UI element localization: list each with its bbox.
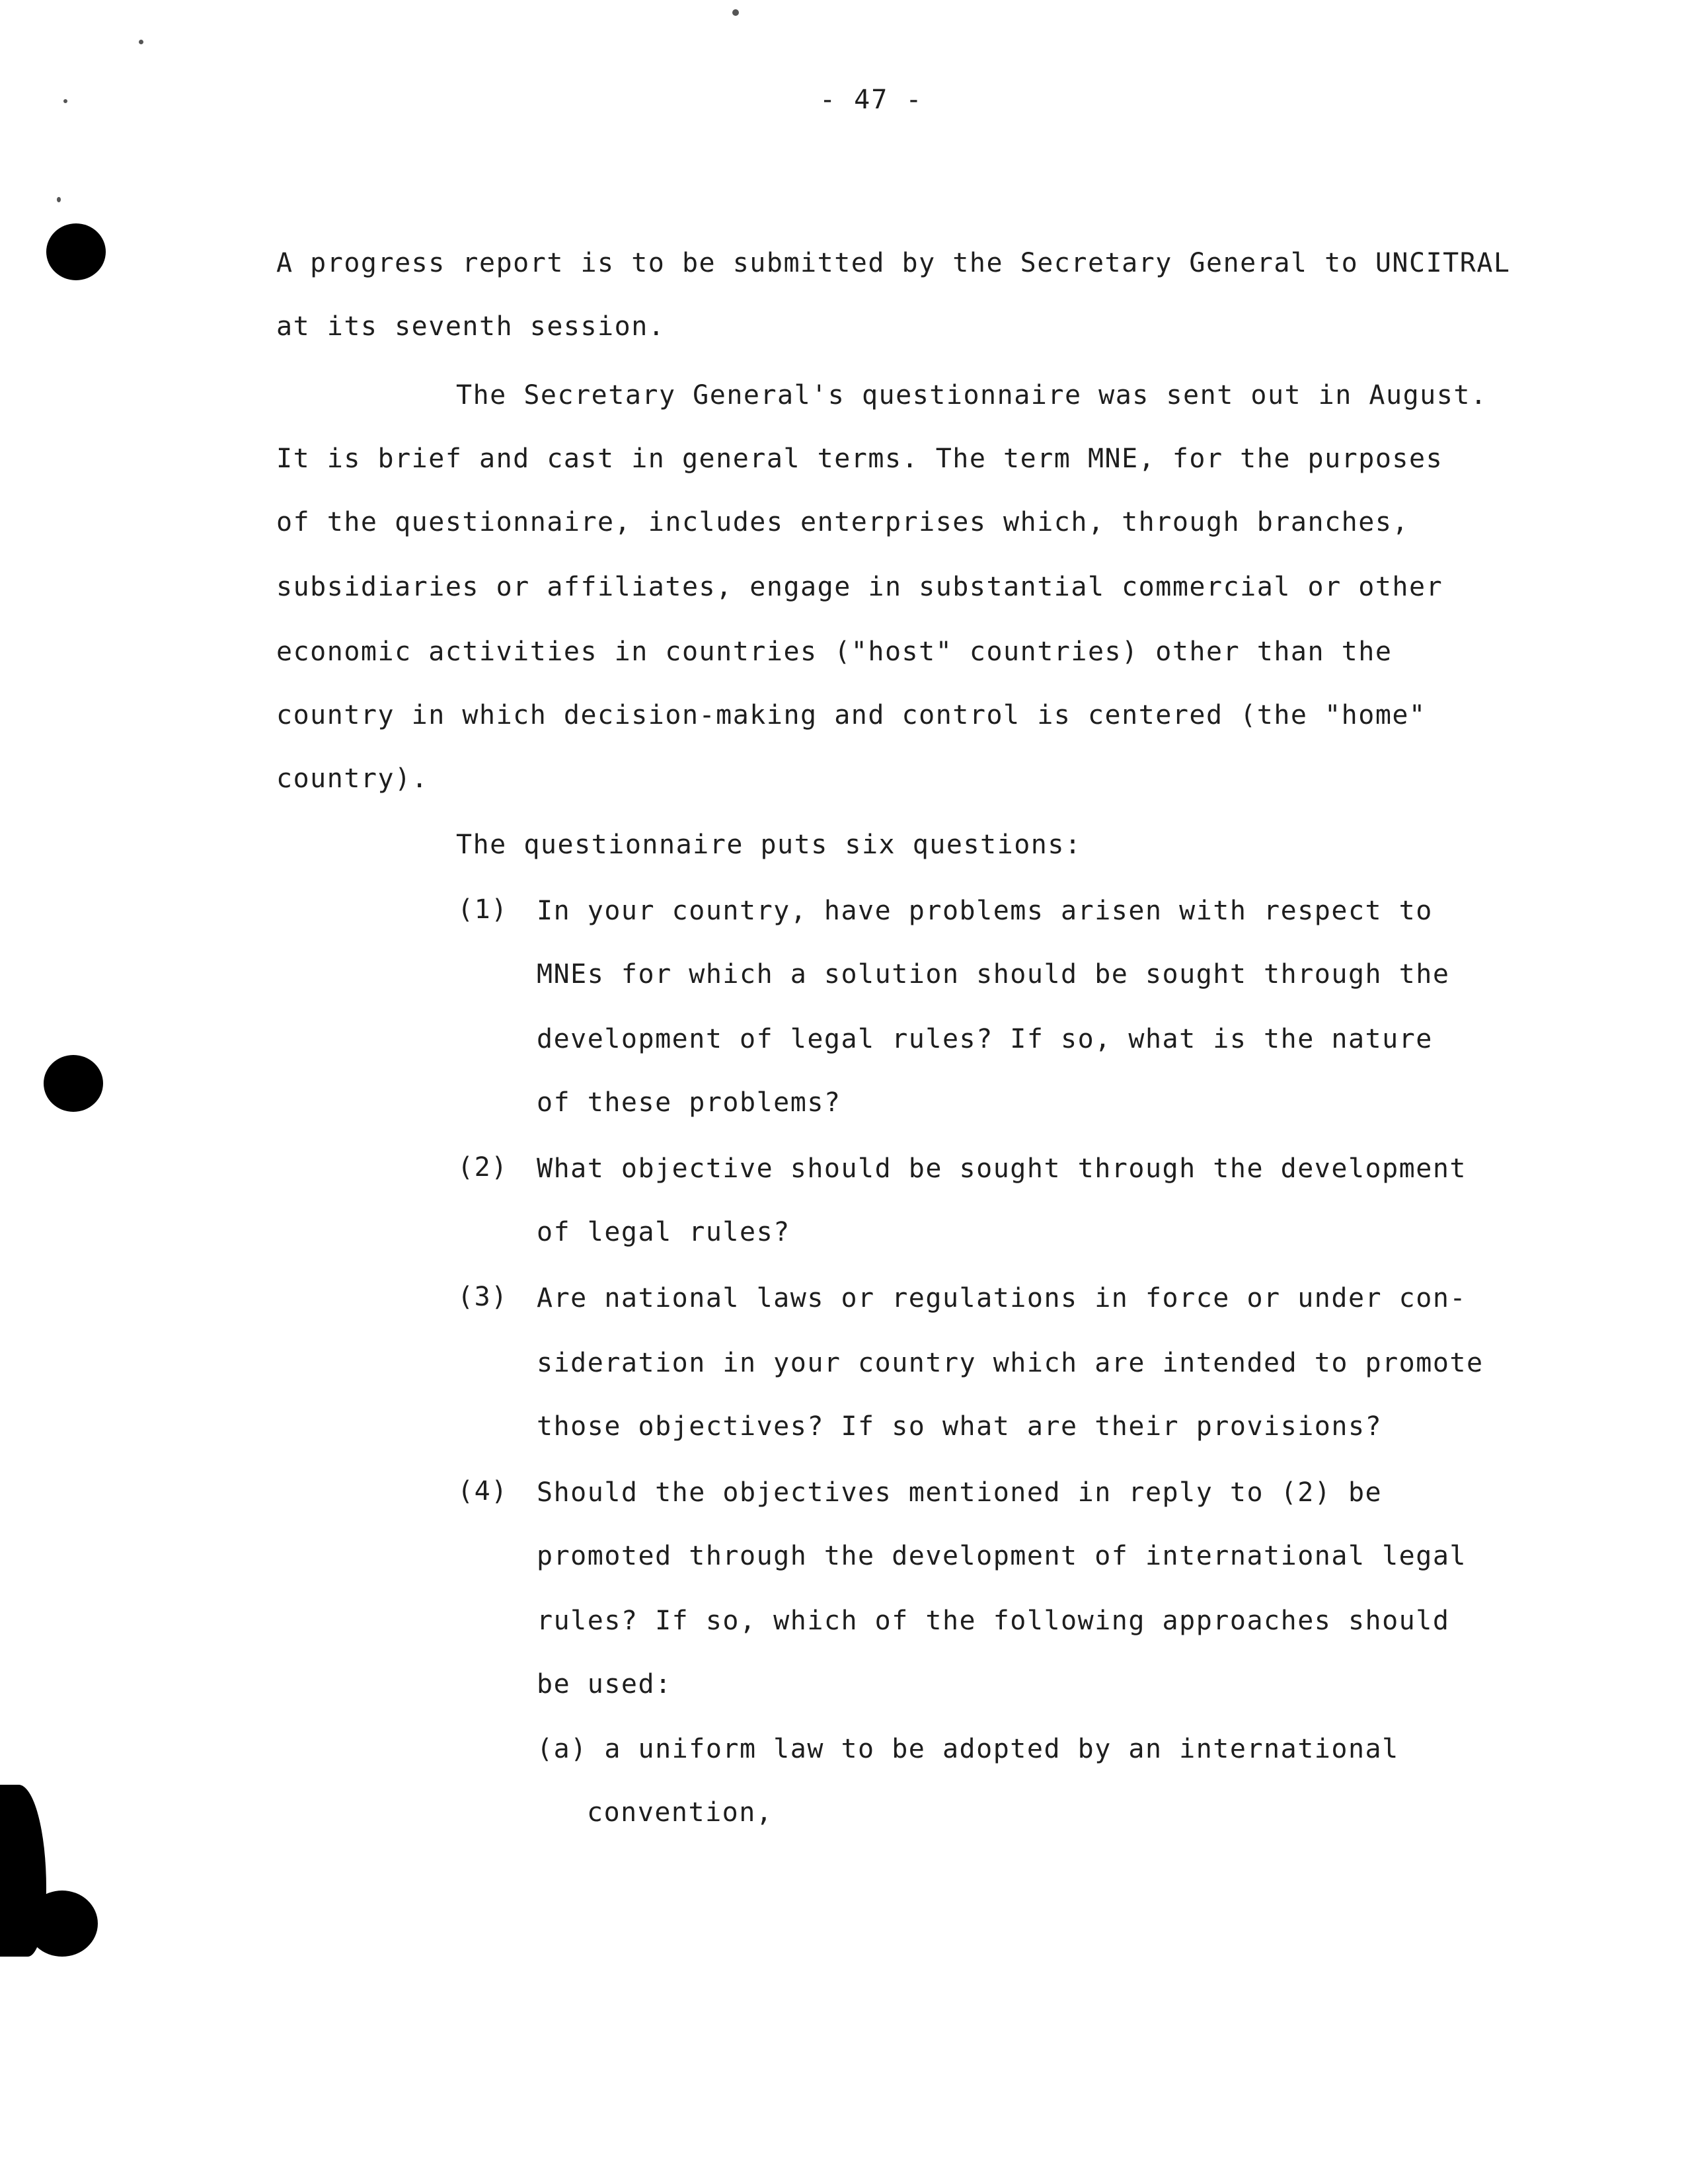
question-number: (3) xyxy=(457,1282,508,1312)
question-line: be used: xyxy=(537,1669,672,1699)
question-number: (2) xyxy=(457,1152,508,1183)
question-line: those objectives? If so what are their provisions? xyxy=(537,1411,1383,1442)
question-line: Should the objectives mentioned in reply to (2) be xyxy=(537,1477,1383,1508)
punch-hole-middle xyxy=(44,1055,103,1112)
questions-intro: The questionnaire puts six questions: xyxy=(456,830,1082,860)
paragraph-2-line: country in which decision-making and control is centered (the "home" xyxy=(276,700,1426,730)
paragraph-2-line: of the questionnaire, includes enterprises which, through branches, xyxy=(276,507,1409,537)
question-line: In your country, have problems arisen with respect to xyxy=(537,896,1433,926)
paragraph-2-line: It is brief and cast in general terms. The term MNE, for the purposes xyxy=(276,444,1443,474)
sub-item-a-line: convention, xyxy=(587,1797,773,1828)
question-line: of legal rules? xyxy=(537,1217,790,1247)
paragraph-2-line: subsidiaries or affiliates, engage in substantial commercial or other xyxy=(276,572,1443,602)
question-line: Are national laws or regulations in force or under con- xyxy=(537,1283,1467,1313)
page-number: - 47 - xyxy=(820,85,923,115)
paragraph-2-line: economic activities in countries ("host" countries) other than the xyxy=(276,637,1393,667)
paragraph-1-line: at its seventh session. xyxy=(276,311,666,342)
question-line: promoted through the development of international legal xyxy=(537,1541,1467,1571)
question-line: What objective should be sought through the development xyxy=(537,1153,1467,1184)
question-line: of these problems? xyxy=(537,1087,841,1118)
speck xyxy=(63,99,67,103)
punch-hole-top xyxy=(46,223,106,280)
question-line: development of legal rules? If so, what is the nature xyxy=(537,1024,1433,1054)
speck xyxy=(732,9,739,16)
paragraph-2-line: country). xyxy=(276,763,429,794)
question-number: (4) xyxy=(457,1476,508,1506)
question-number: (1) xyxy=(457,894,508,925)
question-line: rules? If so, which of the following approaches should xyxy=(537,1606,1450,1636)
speck xyxy=(139,40,143,44)
paragraph-2-line: The Secretary General's questionnaire was sent out in August. xyxy=(456,380,1488,410)
sub-item-a-line: (a) a uniform law to be adopted by an international xyxy=(537,1734,1399,1764)
question-line: MNEs for which a solution should be sought through the xyxy=(537,959,1450,990)
speck xyxy=(57,197,61,202)
paragraph-1-line: A progress report is to be submitted by the Secretary General to UNCITRAL xyxy=(276,248,1511,278)
question-line: sideration in your country which are intended to promote xyxy=(537,1348,1484,1378)
edge-shadow-bottom xyxy=(0,1785,46,1957)
